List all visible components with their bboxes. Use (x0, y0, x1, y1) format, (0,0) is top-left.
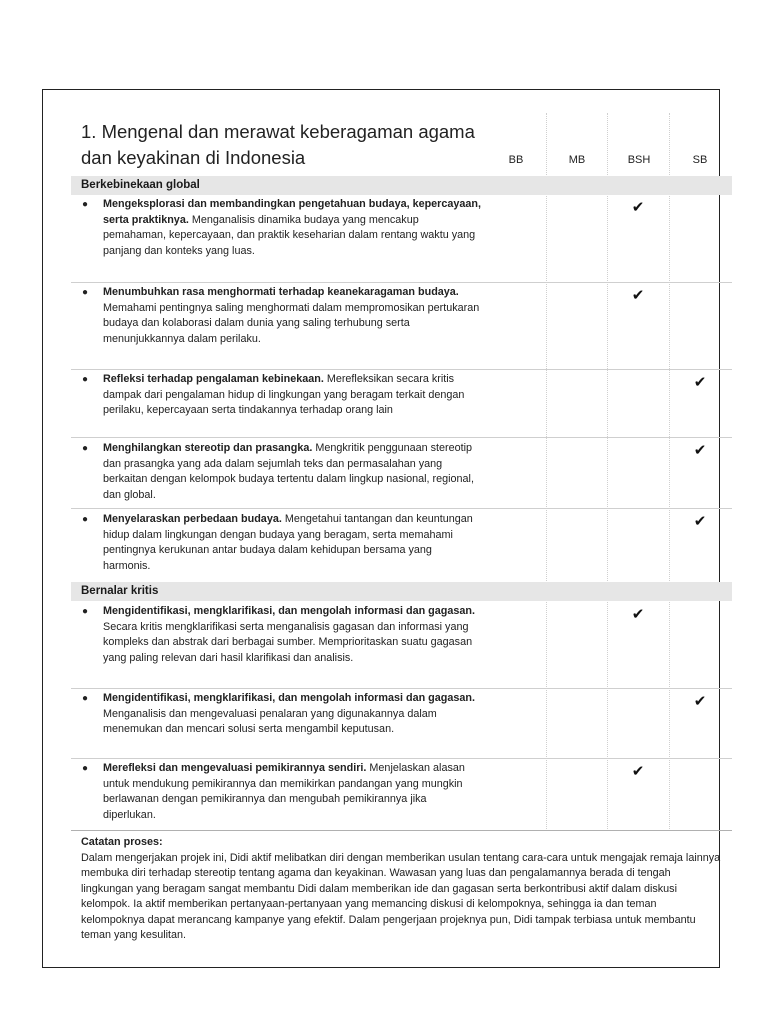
row-divider (71, 437, 732, 438)
row-divider (71, 369, 732, 370)
list-item: ● Mengidentifikasi, mengklarifikasi, dan mengolah informasi dan gagasan. Menganalisis dan mengevaluasi penalaran yang digunakannya dalam menemukan dan mencari solusi serta mengambil keputusan. (82, 692, 475, 735)
process-notes (81, 835, 721, 944)
notes-text: Dalam mengerjakan projek ini, Didi aktif melibatkan diri dengan memberikan usulan tentang cara-cara untuk mengajak remaja lainnya membuka diri terhadap stereotip tentang agama dan keyakinan. Wawasan yang luas dan pengalamannya berada di tengah lingkungan yang beragam sangat membantu Didi dalam memberikan ide dan gagasan serta berkontribusi aktif dalam diskusi kelompok. Ia aktif memberikan pertanyaan-pertanyaan yang memancing diskusi di kelompoknya, sehingga ia dan teman kelompoknya dapat merancang kampanye yang efektif. Dalam pengerjaan projeknya pun, Didi tampak terbiasa untuk membantu teman yang kesulitan. (81, 851, 721, 941)
column-divider (607, 113, 608, 831)
row-divider (71, 688, 732, 689)
list-item: ● Menyelaraskan perbedaan budaya. Mengetahui tantangan dan keuntungan hidup dalam lingkungan dengan budaya yang beragam, serta memahami pentingnya kerukunan antar budaya dalam kehidupan bersama yang harmonis. (82, 513, 473, 572)
column-divider (669, 113, 670, 831)
column-header-sb: SB (692, 154, 708, 166)
list-item: ● Mengidentifikasi, mengklarifikasi, dan mengolah informasi dan gagasan. Secara kritis mengklarifikasi serta menganalisis gagasan dan informasi yang kompleks dan abstrak dari berbagai sumber. Memprioritaskan suatu gagasan yang paling relevan dari hasil klarifikasi dan analisis. (82, 605, 475, 664)
bullet-icon: ● (82, 374, 89, 385)
page-title: 1. Mengenal dan merawat keberagaman agama dan keyakinan di Indonesia (81, 121, 475, 168)
list-item: ● Menumbuhkan rasa menghormati terhadap keanekaragaman budaya. Memahami pentingnya saling menghormati dalam mempromosikan pertukaran budaya dan kolaborasi dalam dunia yang saling terhubung serta menunjukkannya dalam perilaku. (82, 286, 480, 345)
list-item: ● Mengeksplorasi dan membandingkan pengetahuan budaya, kepercayaan, serta praktiknya. Menganalisis dinamika budaya yang mencakup pemahaman, kepercayaan, dan praktik keseharian dalam rentang waktu yang panjang dan konteks yang luas. (82, 198, 482, 257)
row-divider (71, 758, 732, 759)
bullet-icon: ● (82, 606, 89, 617)
notes-label: Catatan proses: (81, 836, 163, 848)
section-heading-bernalar-kritis: Bernalar kritis (71, 582, 732, 601)
section-heading-berkebinekaan-global: Berkebinekaan global (71, 176, 732, 195)
checkmark-icon: ✔ (631, 606, 645, 623)
checkmark-icon: ✔ (631, 287, 645, 304)
bullet-icon: ● (82, 287, 89, 298)
list-item: ● Menghilangkan stereotip dan prasangka. Mengkritik penggunaan stereotip dan prasangka yang ada dalam sejumlah teks dan permasalahan yang berkaitan dengan kelompok budaya tertentu dalam lingkup nasional, regional, dan global. (82, 442, 474, 501)
bullet-icon: ● (82, 199, 89, 210)
list-item: ● Refleksi terhadap pengalaman kebinekaan. Merefleksikan secara kritis dampak dari pengalaman hidup di lingkungan yang beragam terkait dengan perilaku, kepercayaan serta tindakannya terhadap orang lain (82, 373, 465, 416)
checkmark-icon: ✔ (693, 513, 707, 530)
column-header-mb: MB (568, 154, 586, 166)
row-divider (71, 282, 732, 283)
checkmark-icon: ✔ (631, 199, 645, 216)
checkmark-icon: ✔ (631, 763, 645, 780)
column-divider (546, 113, 547, 831)
list-item: ● Merefleksi dan mengevaluasi pemikirannya sendiri. Menjelaskan alasan untuk mendukung pemikirannya dan memikirkan pandangan yang mungkin berlawanan dengan pemikirannya dan mengubah pemikirannya jika diperlukan. (82, 762, 465, 821)
bullet-icon: ● (82, 693, 89, 704)
bullet-icon: ● (82, 443, 89, 454)
bullet-icon: ● (82, 514, 89, 525)
column-header-bsh: BSH (627, 154, 651, 166)
row-divider (71, 508, 732, 509)
column-header-bb: BB (508, 154, 524, 166)
checkmark-icon: ✔ (693, 374, 707, 391)
checkmark-icon: ✔ (693, 442, 707, 459)
checkmark-icon: ✔ (693, 693, 707, 710)
bullet-icon: ● (82, 763, 89, 774)
table-bottom-divider (71, 830, 732, 831)
